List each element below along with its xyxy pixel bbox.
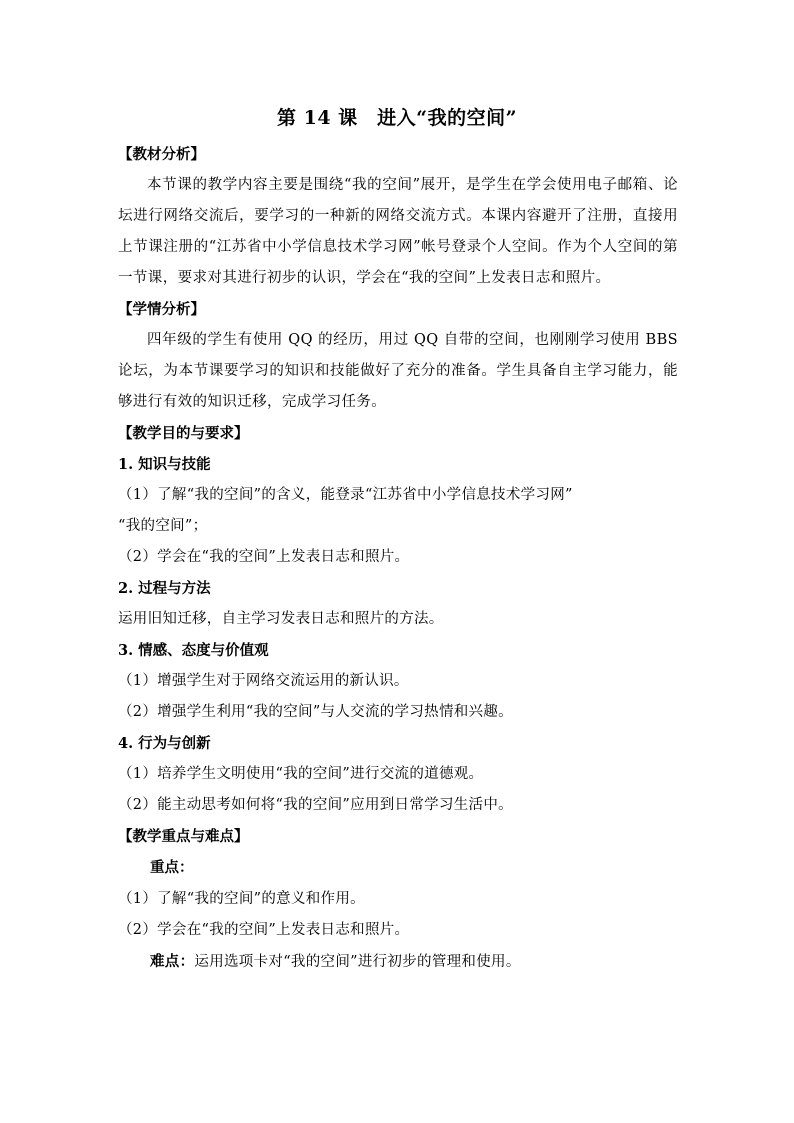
students-paragraph: 四年级的学生有使用 QQ 的经历，用过 QQ 自带的空间，也刚刚学习使用 BBS 论坛，为本节课要学习的知识和技能做好了充分的准备。学生具备自主学习能力，能够进行有效的知识迁移，完成学习任务。: [118, 332, 678, 410]
goal-behavior-title: 4. 行为与创新: [118, 735, 211, 752]
difficulty-text: 运用选项卡对“我的空间”进行初步的管理和使用。: [194, 954, 521, 970]
focus-label-line: [118, 852, 678, 884]
goal-behavior-item-2: （2）能主动思考如何将“我的空间”应用到日常学习生活中。: [118, 797, 513, 813]
section-heading-goals: 【教学目的与要求】: [118, 425, 249, 442]
section-heading-material: 【教材分析】: [118, 146, 205, 163]
material-paragraph: 本节课的教学内容主要是围绕“我的空间”展开，是学生在学会使用电子邮箱、论坛进行网络交流后，要学习的一种新的网络交流方式。本课内容避开了注册，直接用上节课注册的“江苏省中小学信息技术学习网”帐号登录个人空间。作为个人空间的第一节课，要求对其进行初步的认识，学会在“我的空间”上发表日志和照片。: [118, 177, 678, 286]
focus-label: 重点：: [150, 859, 194, 876]
goal-attitude-item-1: （1）增强学生对于网络交流运用的新认识。: [118, 673, 409, 689]
goal-knowledge-item-1-line-2: “我的空间”；: [118, 518, 208, 534]
goal-attitude-item-2: （2）增强学生利用“我的空间”与人交流的学习热情和兴趣。: [118, 704, 513, 720]
difficulty-label: 难点：: [150, 953, 195, 970]
goal-behavior-item-1: （1）培养学生文明使用“我的空间”进行交流的道德观。: [118, 766, 484, 782]
goal-knowledge-item-1-line-1: （1）了解“我的空间”的含义，能登录“江苏省中小学信息技术学习网”: [118, 487, 573, 503]
lesson-title: 第 14 课 进入“我的空间”: [276, 107, 518, 129]
document-body: [118, 139, 678, 978]
section-heading-keypoints: 【教学重点与难点】: [118, 828, 249, 845]
goal-attitude-title: 3. 情感、态度与价值观: [118, 642, 269, 659]
goal-process-text: 运用旧知迁移，自主学习发表日志和照片的方法。: [118, 611, 444, 627]
goal-knowledge-item-2: （2）学会在“我的空间”上发表日志和照片。: [118, 549, 410, 565]
section-heading-students: 【学情分析】: [118, 301, 205, 318]
goal-process-title: 2. 过程与方法: [118, 580, 211, 597]
difficulty-line: [118, 946, 678, 978]
focus-item-2: （2）学会在“我的空间”上发表日志和照片。: [118, 922, 410, 938]
goal-knowledge-title: 1. 知识与技能: [118, 456, 211, 473]
focus-item-1: （1）了解“我的空间”的意义和作用。: [118, 891, 365, 907]
